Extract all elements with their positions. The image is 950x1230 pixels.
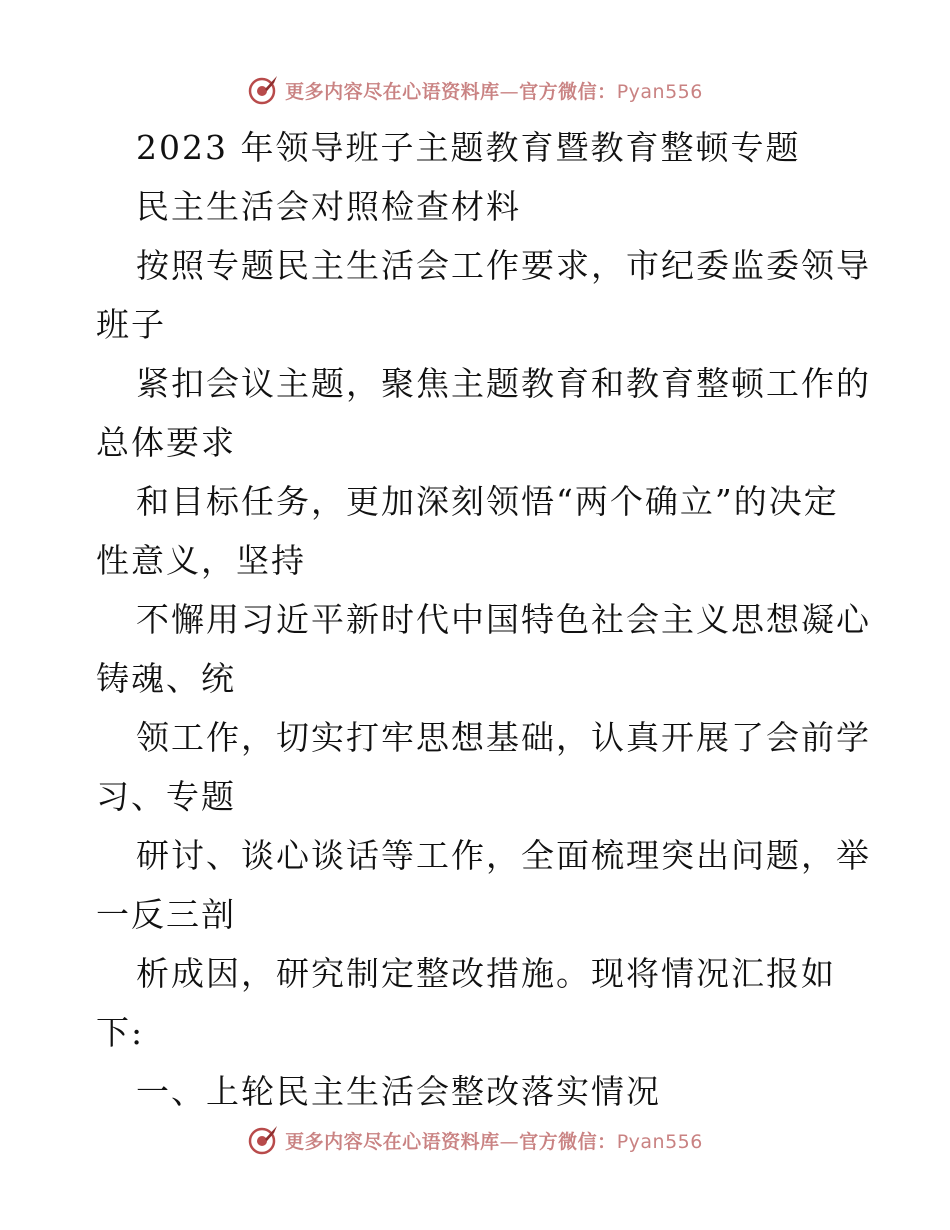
header-watermark xyxy=(0,70,950,110)
doc-paragraph-line: 紧扣会议主题，聚焦主题教育和教育整顿工作的 xyxy=(136,364,871,403)
watermark-brand: 更多内容尽在心语资料库 xyxy=(285,80,500,103)
watermark-id: Pyan556 xyxy=(616,80,703,103)
doc-paragraph-line: 习、专题 xyxy=(96,777,236,816)
footer-watermark xyxy=(0,1120,950,1160)
quill-logo-icon xyxy=(247,74,279,106)
watermark-brand: 更多内容尽在心语资料库 xyxy=(285,1130,500,1153)
doc-paragraph-line: 铸魂、统 xyxy=(96,659,236,698)
doc-paragraph-line: 析成因，研究制定整改措施。现将情况汇报如 xyxy=(136,954,836,993)
watermark-label: 官方微信： xyxy=(519,1130,617,1153)
doc-paragraph-line: 研讨、谈心谈话等工作，全面梳理突出问题，举 xyxy=(136,836,871,875)
quill-logo-icon xyxy=(247,1124,279,1156)
doc-title-line-2: 民主生活会对照检查材料 xyxy=(136,187,521,226)
doc-paragraph-line: 按照专题民主生活会工作要求，市纪委监委领导 xyxy=(136,246,871,285)
watermark-id: Pyan556 xyxy=(616,1130,703,1153)
watermark-text xyxy=(285,1127,703,1154)
doc-paragraph-line: 和目标任务，更加深刻领悟“两个确立”的决定 xyxy=(136,482,839,521)
doc-section-heading: 一、上轮民主生活会整改落实情况 xyxy=(136,1072,661,1111)
doc-paragraph-line: 下: xyxy=(96,1013,145,1052)
document-body xyxy=(96,118,871,1121)
watermark-separator: — xyxy=(499,80,520,103)
doc-paragraph-line: 领工作，切实打牢思想基础，认真开展了会前学 xyxy=(136,718,871,757)
doc-paragraph-line: 性意义，坚持 xyxy=(96,541,306,580)
doc-paragraph-line: 不懈用习近平新时代中国特色社会主义思想凝心 xyxy=(136,600,871,639)
watermark-label: 官方微信： xyxy=(519,80,617,103)
watermark-separator: — xyxy=(499,1130,520,1153)
doc-title-line-1: 2023 年领导班子主题教育暨教育整顿专题 xyxy=(136,128,801,167)
doc-paragraph-line: 一反三剖 xyxy=(96,895,236,934)
watermark-text xyxy=(285,77,703,104)
doc-paragraph-line: 总体要求 xyxy=(96,423,236,462)
doc-paragraph-line: 班子 xyxy=(96,305,166,344)
